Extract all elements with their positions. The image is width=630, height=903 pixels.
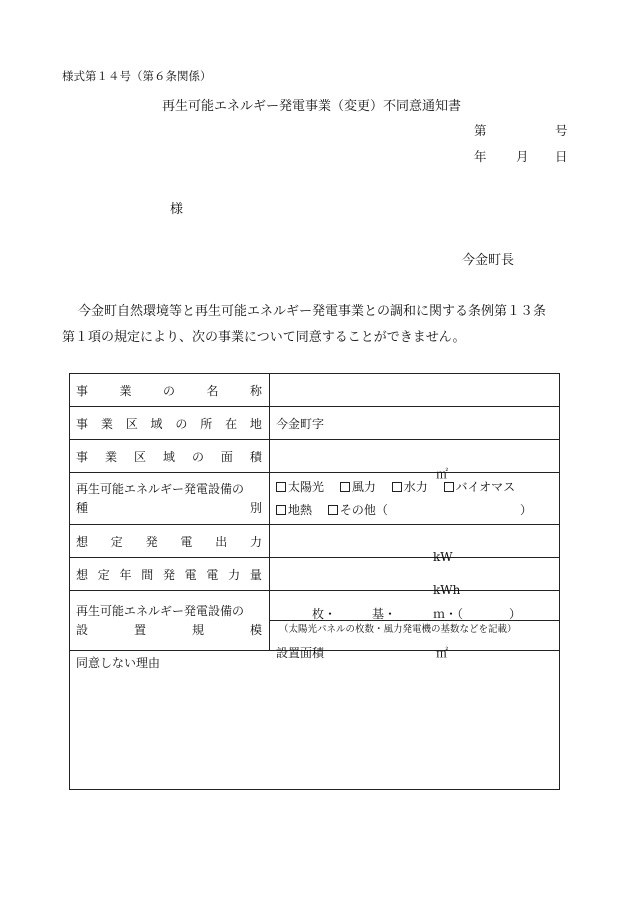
label-area: 事 業 区 域 の 面 積 <box>70 440 270 473</box>
addressee-suffix: 様 <box>170 202 184 217</box>
row-annual-generation <box>70 558 560 591</box>
value-area[interactable] <box>270 440 560 481</box>
unit-kwh: kWh <box>433 583 461 597</box>
row-location <box>70 407 560 440</box>
value-annual-generation[interactable] <box>270 558 560 597</box>
label-install-area: 設置面積 <box>276 645 325 660</box>
row-area <box>70 440 560 473</box>
value-equipment-type <box>270 473 560 525</box>
count-mai: 枚・ <box>312 606 337 621</box>
date-year: 年 <box>474 149 487 164</box>
checkbox-biomass[interactable]: バイオマス <box>444 476 516 498</box>
row-installation-scale <box>70 591 560 621</box>
value-business-name[interactable] <box>270 374 560 407</box>
document-title: 再生可能エネルギー発電事業（変更）不同意通知書 <box>162 99 462 114</box>
label-installation-scale: 再生可能エネルギー発電設備の 設 置 規 模 <box>70 591 270 651</box>
label-location: 事 業 区 域 の 所 在 地 <box>70 407 270 440</box>
value-installation-count[interactable] <box>270 591 560 635</box>
number-go: 号 <box>555 123 568 138</box>
value-location[interactable]: 今金町字 <box>270 407 560 440</box>
body-text-line2: 第１項の規定により、次の事業について同意することができません。 <box>62 330 466 345</box>
count-ki: 基・ <box>372 606 397 621</box>
count-m: ｍ・（ <box>433 606 464 621</box>
checkbox-geothermal[interactable]: 地熱 <box>276 499 312 521</box>
checkbox-hydro[interactable]: 水力 <box>392 476 428 498</box>
row-equipment-type <box>70 473 560 525</box>
close-paren: ） <box>520 502 533 517</box>
application-table <box>69 373 560 790</box>
body-text-line1: 今金町自然環境等と再生可能エネルギー発電事業との調和に関する条例第１３条 <box>78 304 547 319</box>
label-reason: 同意しない理由 <box>76 656 161 670</box>
reason-box[interactable] <box>70 651 560 790</box>
count-close: ） <box>509 606 522 621</box>
sender-name: 今金町長 <box>462 253 515 268</box>
unit-install-sqm: ㎡ <box>436 645 449 660</box>
label-annual-generation: 想 定 年 間 発 電 電 力 量 <box>70 558 270 591</box>
checkbox-solar[interactable]: 太陽光 <box>276 476 324 498</box>
row-output <box>70 525 560 558</box>
value-output[interactable] <box>270 525 560 564</box>
count-note: （太陽光パネルの枚数・風力発電機の基数などを記載） <box>279 623 517 635</box>
date-month: 月 <box>516 149 529 164</box>
date-day: 日 <box>555 149 568 164</box>
row-business-name <box>70 374 560 407</box>
unit-kw: kW <box>433 550 453 564</box>
checkbox-other[interactable]: その他（ <box>328 499 388 521</box>
row-reason <box>70 651 560 790</box>
number-dai: 第 <box>474 123 487 138</box>
checkbox-wind[interactable]: 風力 <box>340 476 376 498</box>
label-business-name: 事 業 の 名 称 <box>70 374 270 407</box>
unit-sqm: ㎡ <box>436 467 449 481</box>
label-equipment-type: 再生可能エネルギー発電設備の 種 別 <box>70 473 270 525</box>
form-number: 様式第１４号（第６条関係） <box>62 69 212 83</box>
label-output: 想 定 発 電 出 力 <box>70 525 270 558</box>
